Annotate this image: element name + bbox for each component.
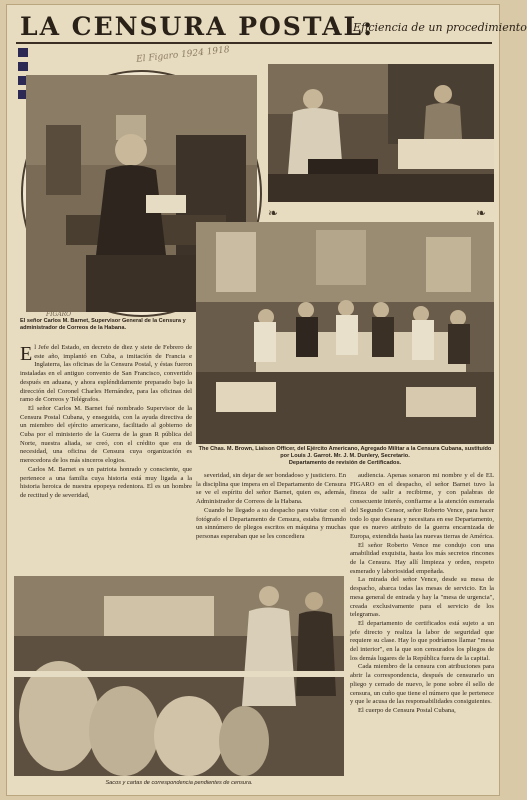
caption-barnet: El señor Carlos M. Barnet, Supervisor General de la Censura y administrador de Correos de la Habana. [20, 318, 186, 331]
handwritten-note: El Figaro 1924 1918 [135, 45, 231, 65]
newspaper-page [6, 4, 527, 796]
page-title: LA CENSURA POSTAL: [20, 12, 375, 41]
photo-mail-sacks [14, 576, 344, 776]
col3-para-6: El cuerpo de Censura Postal Cubana, [358, 706, 456, 714]
col2-para-2: Cuando he llegado a su despacho para visitar con el fotógrafo el Departamento de Censura, estaba firmando un sinnúmero de pliegos escritos en máquina y muchas personas esperaban que se les concediera [196, 506, 346, 540]
col2-para-1: severidad, sin dejar de ser bondadoso y justiciero. En la disciplina que impera en el Departamento de Censura se ve el espíritu del señor Barnet, quien es, además, Administrador de Correos de la Habana. [196, 472, 346, 506]
ornament-left: ❧ [268, 206, 279, 220]
article-column-2 [196, 472, 346, 572]
col3-para-3: La mirada del señor Vence, desde su mesa de despacho, abarca todas las mesas de servicio. En la mesa general de entrada y hay la "mesa de urgencia", creada exclusivamente para el servicio de los telegramas. [350, 576, 494, 619]
col1-para-2: El señor Carlos M. Barnet fué nombrado Supervisor de la Censura Postal Cubana, y enseguida, con la ayuda directiva de un miembro del ejército americano, facilitado al gobierno de Cuba por el ministerio de la Guerra de la gran R pública del Norte, nuestra aliada, se creó, con el crédito que era de necesidad, una oficina de Censura cuya organización es merecedora de los más sinceros elogios. [20, 404, 192, 465]
col3-para-5: Cada miembro de la censura con atribuciones para abrir la correspondencia, después de censurarlo un pliego y cerrado de nuevo, le pone sobre él sello de censura, un cuño que tiene el número que le pertenece y que le acusa de las responsabilidades consiguientes. [350, 663, 494, 706]
ornament-right: ❧ [476, 206, 487, 220]
col3-para-1: audiencia. Apenas sonaron mi nombre y el de EL FIGARO en el despacho, el señor Barnet tuvo la fineza de salir a recibirme, y con palabras de consecuente interés, confiarme a la atención esmerada del Segundo Censor, señor Roberto Vence, para hacer todo lo que deseara y necesitara en ese Departamento, que es nuevo atributo de la guerra encarnizada de Europa, extendida hasta las nuevas tierras de América. [350, 472, 494, 540]
col1-para-3: Carlos M. Barnet es un patriota honrado y consciente, que pertenece a una familia cuya historia está muy ligada a la historia heroica de nuestra epopeya redentora. El es un hombre de rectitud y de severidad, [20, 465, 192, 499]
header [20, 12, 527, 42]
caption-brown: The Chas. M. Brown, Liaison Officer, del Ejército Americano, Agregado Militar a la Censura Cubana, sustituído por Louis J. Garrot. Mr. J. M. Dunlery, Secretario. [198, 446, 492, 459]
photo-certificados-room [196, 222, 494, 444]
col3-para-4: El departamento de certificados está sujeto a un jefe directo y realiza la labor de seguridad que requiere su clase. Hay lo que podríamos llamar "mesa del interior", en la que son censurados los pliegos de los demás lugares de la República fuera de la capital. [350, 619, 494, 662]
col1-para-1: l Jefe del Estado, en decreto de diez y siete de Febrero de este año, implantó en Cuba, a imitación de Francia e Inglaterra, las oficinas de la Censura Postal, y éstas fueron instaladas en el antiguo convento de San Francisco, convertido después en aduana, y ahora espléndidamente preparado bajo la dirección del Coronel Charles Hernández, para las oficinas del ramo de Correos y Telégrafos. [20, 344, 192, 404]
drop-cap: E [20, 343, 33, 365]
article-column-1 [20, 344, 192, 570]
header-rule [16, 42, 492, 44]
article-column-3 [350, 472, 494, 790]
photo-office-typewriter [268, 64, 494, 202]
col3-para-2: El señor Roberto Vence me condujo con una amabilidad exquisita, hasta los más secretos rincones de la Censura. Hay allí limpieza y orden, respeto esmerado y laboriosidad empeñada. [350, 541, 494, 575]
caption-sacos: Sacos y cartas de correspondencia pendientes de censura. [105, 780, 253, 786]
page-subtitle: Eficiencia de un procedimiento [353, 21, 527, 34]
watermark-figaro: FIGARO [46, 311, 72, 318]
caption-certificados: Departamento de revisión de Certificados. [288, 460, 402, 466]
